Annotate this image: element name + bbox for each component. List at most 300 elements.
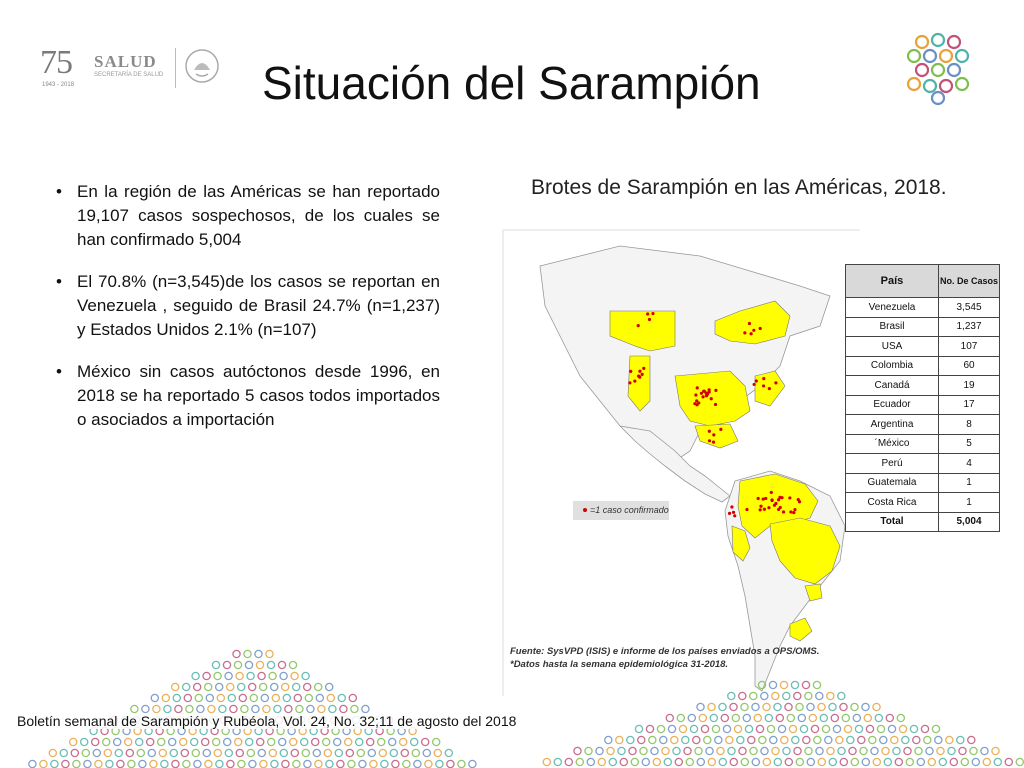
bullet-list (56, 180, 440, 450)
pattern-ring (928, 758, 935, 765)
pattern-ring (327, 694, 334, 701)
ring-icon (916, 64, 928, 76)
case-dot (759, 505, 762, 508)
pattern-ring (862, 758, 869, 765)
pattern-ring (791, 681, 798, 688)
pattern-ring (337, 760, 344, 767)
pattern-ring (640, 747, 647, 754)
pattern-ring (840, 758, 847, 765)
pattern-ring (772, 692, 779, 699)
pattern-ring (213, 738, 220, 745)
pattern-ring (301, 738, 308, 745)
pattern-ring (351, 705, 358, 712)
ring-icon (924, 50, 936, 62)
pattern-ring (458, 760, 465, 767)
pattern-ring (246, 738, 253, 745)
pattern-ring (181, 749, 188, 756)
pattern-ring (781, 736, 788, 743)
pattern-ring (842, 714, 849, 721)
coat-of-arms-icon (184, 48, 220, 84)
pattern-ring (618, 747, 625, 754)
pattern-ring (836, 736, 843, 743)
pattern-ring (649, 736, 656, 743)
pattern-ring (756, 725, 763, 732)
case-dot (757, 497, 760, 500)
pattern-ring (758, 681, 765, 688)
pattern-ring (748, 736, 755, 743)
cases-table (845, 264, 1000, 532)
pattern-ring (800, 725, 807, 732)
pattern-ring (730, 758, 737, 765)
pattern-ring (367, 738, 374, 745)
table-row (846, 337, 1000, 357)
pattern-ring (805, 692, 812, 699)
pattern-ring (236, 749, 243, 756)
pattern-ring (926, 747, 933, 754)
pattern-ring (29, 760, 36, 767)
pattern-ring (161, 760, 168, 767)
pattern-ring (882, 747, 889, 754)
pattern-ring (787, 714, 794, 721)
pattern-ring (741, 758, 748, 765)
case-dot (768, 387, 771, 390)
bullet-dot: • (56, 362, 62, 381)
pattern-ring (759, 736, 766, 743)
pattern-ring (401, 749, 408, 756)
pattern-ring (147, 738, 154, 745)
pattern-ring (411, 738, 418, 745)
pattern-ring (378, 738, 385, 745)
pattern-ring (939, 758, 946, 765)
pattern-ring (158, 738, 165, 745)
pattern-ring (326, 683, 333, 690)
cell-pais: Costa Rica (846, 493, 939, 513)
pattern-ring (642, 758, 649, 765)
pattern-ring (256, 661, 263, 668)
pattern-ring (234, 661, 241, 668)
case-dot (763, 508, 766, 511)
pattern-ring (205, 760, 212, 767)
pattern-ring (605, 736, 612, 743)
pattern-ring (195, 694, 202, 701)
pattern-ring (827, 747, 834, 754)
pattern-ring (316, 694, 323, 701)
pattern-ring (851, 703, 858, 710)
pattern-ring (263, 705, 270, 712)
pattern-ring (697, 703, 704, 710)
total-label: Total (846, 512, 939, 532)
case-dot (755, 379, 758, 382)
pattern-ring (699, 714, 706, 721)
ring-icon (940, 80, 952, 92)
pattern-ring (904, 747, 911, 754)
pattern-ring (686, 758, 693, 765)
pattern-ring (913, 736, 920, 743)
ring-icon (924, 80, 936, 92)
pattern-ring (994, 758, 1001, 765)
pattern-ring (897, 714, 904, 721)
cell-pais: ´México (846, 434, 939, 454)
pattern-ring (249, 760, 256, 767)
pattern-ring (741, 703, 748, 710)
table-row (846, 473, 1000, 493)
pattern-ring (412, 749, 419, 756)
pattern-ring (208, 705, 215, 712)
pattern-ring (849, 747, 856, 754)
pattern-ring (981, 747, 988, 754)
pattern-ring (445, 749, 452, 756)
case-dot (697, 401, 700, 404)
pattern-ring (715, 736, 722, 743)
pattern-ring (959, 747, 966, 754)
table-row (846, 395, 1000, 415)
pattern-ring (774, 703, 781, 710)
pattern-ring (816, 692, 823, 699)
pattern-ring (340, 705, 347, 712)
pattern-ring (844, 725, 851, 732)
source-line: Fuente: SysVPD (ISIS) e informe de los países enviados a OPS/OMS. (510, 646, 820, 657)
pattern-ring (81, 738, 88, 745)
pattern-ring (162, 694, 169, 701)
pattern-ring (114, 738, 121, 745)
cell-casos: 8 (939, 415, 1000, 435)
case-dot (708, 439, 711, 442)
cell-pais: Canadá (846, 376, 939, 396)
bullet-dot: • (56, 182, 62, 201)
pattern-ring (831, 714, 838, 721)
pattern-ring (269, 672, 276, 679)
pattern-ring (917, 758, 924, 765)
pattern-ring (258, 672, 265, 679)
pattern-ring (728, 747, 735, 754)
case-dot (629, 370, 632, 373)
pattern-ring (860, 747, 867, 754)
pattern-ring (359, 760, 366, 767)
pattern-ring (255, 650, 262, 657)
ring-icon (932, 34, 944, 46)
bullet-text: En la región de las Américas se han reportado 19,107 casos sospechosos, de los cuales se han confirmado 5,004 (77, 182, 440, 249)
pattern-ring (961, 758, 968, 765)
case-dot (762, 384, 765, 387)
case-dot (788, 496, 791, 499)
pattern-ring (629, 747, 636, 754)
case-dot-icon (583, 508, 587, 512)
pattern-ring (820, 714, 827, 721)
pattern-ring (983, 758, 990, 765)
pattern-ring (789, 725, 796, 732)
pattern-ring (115, 749, 122, 756)
pattern-ring (318, 705, 325, 712)
pattern-ring (884, 758, 891, 765)
logo-salud-text: SALUD (94, 52, 157, 71)
pattern-ring (780, 681, 787, 688)
pattern-ring (153, 705, 160, 712)
pattern-ring (684, 747, 691, 754)
pattern-ring (274, 705, 281, 712)
pattern-ring (60, 749, 67, 756)
pattern-ring (184, 694, 191, 701)
pattern-ring (763, 758, 770, 765)
pattern-ring (1016, 758, 1023, 765)
table-total-row (846, 512, 1000, 532)
pattern-ring (957, 736, 964, 743)
pattern-ring (543, 758, 550, 765)
pattern-ring (794, 747, 801, 754)
case-dot (712, 433, 715, 436)
pattern-ring (902, 736, 909, 743)
ring-icon (932, 64, 944, 76)
pattern-ring (772, 747, 779, 754)
pattern-ring (679, 725, 686, 732)
pattern-ring (783, 692, 790, 699)
pattern-ring (128, 760, 135, 767)
pattern-ring (40, 760, 47, 767)
pattern-ring (726, 736, 733, 743)
pattern-ring (183, 760, 190, 767)
pattern-ring (950, 758, 957, 765)
pattern-ring (565, 758, 572, 765)
page-title: Situación del Sarampión (262, 57, 761, 109)
pattern-ring (827, 692, 834, 699)
pattern-ring (82, 749, 89, 756)
pattern-ring (668, 725, 675, 732)
pattern-ring (682, 736, 689, 743)
case-dot (748, 322, 751, 325)
pattern-ring (992, 747, 999, 754)
pattern-ring (739, 747, 746, 754)
pattern-ring (272, 694, 279, 701)
pattern-ring (838, 747, 845, 754)
pattern-ring (785, 758, 792, 765)
pattern-ring (585, 747, 592, 754)
pattern-ring (338, 694, 345, 701)
cell-casos: 1 (939, 493, 1000, 513)
pattern-ring (293, 683, 300, 690)
pattern-ring (701, 725, 708, 732)
pattern-ring (324, 749, 331, 756)
pattern-ring (212, 661, 219, 668)
cell-pais: Guatemala (846, 473, 939, 493)
pattern-ring (587, 758, 594, 765)
pattern-ring (972, 758, 979, 765)
pattern-ring (186, 705, 193, 712)
pattern-ring (238, 760, 245, 767)
pattern-ring (192, 672, 199, 679)
pattern-ring (677, 714, 684, 721)
pattern-ring (334, 738, 341, 745)
bullet-text: El 70.8% (n=3,545)de los casos se reportan en Venezuela , seguido de Brasil 24.7% (n=1,237) y Estados Unidos 2.1% (n=107) (77, 272, 440, 339)
pattern-ring (389, 738, 396, 745)
pattern-ring (414, 760, 421, 767)
case-dot (762, 377, 765, 380)
pattern-ring (825, 736, 832, 743)
case-dot (728, 512, 731, 515)
pattern-ring (323, 738, 330, 745)
pattern-ring (356, 738, 363, 745)
pattern-ring (792, 736, 799, 743)
pattern-ring (750, 747, 757, 754)
pattern-ring (631, 758, 638, 765)
pattern-ring (282, 760, 289, 767)
pattern-ring (345, 738, 352, 745)
pattern-ring (194, 683, 201, 690)
case-dot (779, 506, 782, 509)
cell-casos: 5 (939, 434, 1000, 454)
pattern-ring (607, 747, 614, 754)
pattern-ring (349, 694, 356, 701)
pattern-ring (794, 692, 801, 699)
pattern-ring (574, 747, 581, 754)
pattern-ring (651, 747, 658, 754)
pattern-ring (803, 736, 810, 743)
pattern-ring (853, 714, 860, 721)
pattern-ring (869, 736, 876, 743)
pattern-ring (891, 736, 898, 743)
pattern-ring (164, 705, 171, 712)
bullet-item (56, 270, 440, 342)
pattern-ring (796, 703, 803, 710)
pattern-ring (813, 681, 820, 688)
pattern-ring (937, 747, 944, 754)
pattern-ring (719, 758, 726, 765)
pattern-ring (261, 694, 268, 701)
pattern-ring (425, 760, 432, 767)
pattern-ring (728, 692, 735, 699)
pattern-ring (436, 760, 443, 767)
pattern-ring (71, 749, 78, 756)
header-pais: País (846, 265, 939, 298)
pattern-ring (809, 714, 816, 721)
pattern-ring (390, 749, 397, 756)
pattern-ring (290, 738, 297, 745)
pattern-ring (197, 705, 204, 712)
case-dot (648, 318, 651, 321)
pattern-ring (745, 725, 752, 732)
ring-icon (916, 36, 928, 48)
cell-casos: 4 (939, 454, 1000, 474)
pattern-ring (616, 736, 623, 743)
pattern-ring (206, 694, 213, 701)
case-dot (710, 397, 713, 400)
pattern-ring (697, 758, 704, 765)
pattern-ring (315, 760, 322, 767)
pattern-ring (227, 683, 234, 690)
table-row (846, 493, 1000, 513)
pattern-ring (282, 683, 289, 690)
logo-years-range: 1943 - 2018 (42, 82, 75, 88)
pattern-ring (763, 703, 770, 710)
pattern-ring (244, 650, 251, 657)
case-dot (752, 329, 755, 332)
pattern-ring (704, 736, 711, 743)
case-dot (700, 392, 703, 395)
cell-pais: Venezuela (846, 298, 939, 318)
case-dot (641, 373, 644, 376)
pattern-ring (932, 725, 939, 732)
pattern-ring (653, 758, 660, 765)
pattern-ring (257, 738, 264, 745)
pattern-ring (717, 747, 724, 754)
pattern-ring (660, 736, 667, 743)
logo-secretaria-text: SECRETARÍA DE SALUD (94, 72, 164, 78)
pattern-ring (268, 738, 275, 745)
cell-pais: Perú (846, 454, 939, 474)
pattern-ring (260, 683, 267, 690)
pattern-ring (761, 747, 768, 754)
pattern-ring (855, 725, 862, 732)
pattern-ring (862, 703, 869, 710)
pattern-ring (816, 747, 823, 754)
pattern-ring (224, 738, 231, 745)
pattern-ring (873, 758, 880, 765)
pattern-ring (609, 758, 616, 765)
pattern-ring (423, 749, 430, 756)
pattern-ring (136, 738, 143, 745)
pattern-ring (708, 703, 715, 710)
case-dot (714, 403, 717, 406)
pattern-ring (312, 738, 319, 745)
pattern-ring (906, 758, 913, 765)
table-row (846, 356, 1000, 376)
case-dot (759, 508, 762, 511)
pattern-ring (51, 760, 58, 767)
pattern-ring (307, 705, 314, 712)
pattern-ring (228, 694, 235, 701)
case-dot (708, 430, 711, 433)
pattern-ring (304, 760, 311, 767)
pattern-ring (899, 725, 906, 732)
logo-75-years: 75 (40, 44, 72, 81)
pattern-ring (871, 747, 878, 754)
pattern-ring (267, 661, 274, 668)
pattern-ring (362, 705, 369, 712)
pattern-ring (278, 661, 285, 668)
bullet-item (56, 360, 440, 432)
case-dot (637, 375, 640, 378)
pattern-ring (235, 738, 242, 745)
case-dot (767, 506, 770, 509)
case-dot (701, 395, 704, 398)
pattern-ring (170, 749, 177, 756)
pattern-ring (392, 760, 399, 767)
pattern-ring (304, 683, 311, 690)
pattern-ring (811, 725, 818, 732)
pattern-ring (776, 714, 783, 721)
case-dot (696, 386, 699, 389)
case-dot (762, 497, 765, 500)
table-row (846, 415, 1000, 435)
pattern-ring (851, 758, 858, 765)
pattern-ring (829, 758, 836, 765)
pattern-ring (313, 749, 320, 756)
pattern-ring (662, 747, 669, 754)
pattern-ring (818, 703, 825, 710)
pattern-ring (915, 747, 922, 754)
case-dot (633, 379, 636, 382)
pattern-ring (191, 738, 198, 745)
pattern-ring (750, 692, 757, 699)
pattern-ring (818, 758, 825, 765)
pattern-ring (219, 705, 226, 712)
case-dot (797, 498, 800, 501)
pattern-ring (203, 672, 210, 679)
pattern-ring (271, 683, 278, 690)
pattern-ring (598, 758, 605, 765)
pattern-ring (252, 705, 259, 712)
pattern-ring (706, 747, 713, 754)
pattern-ring (690, 725, 697, 732)
pattern-ring (638, 736, 645, 743)
